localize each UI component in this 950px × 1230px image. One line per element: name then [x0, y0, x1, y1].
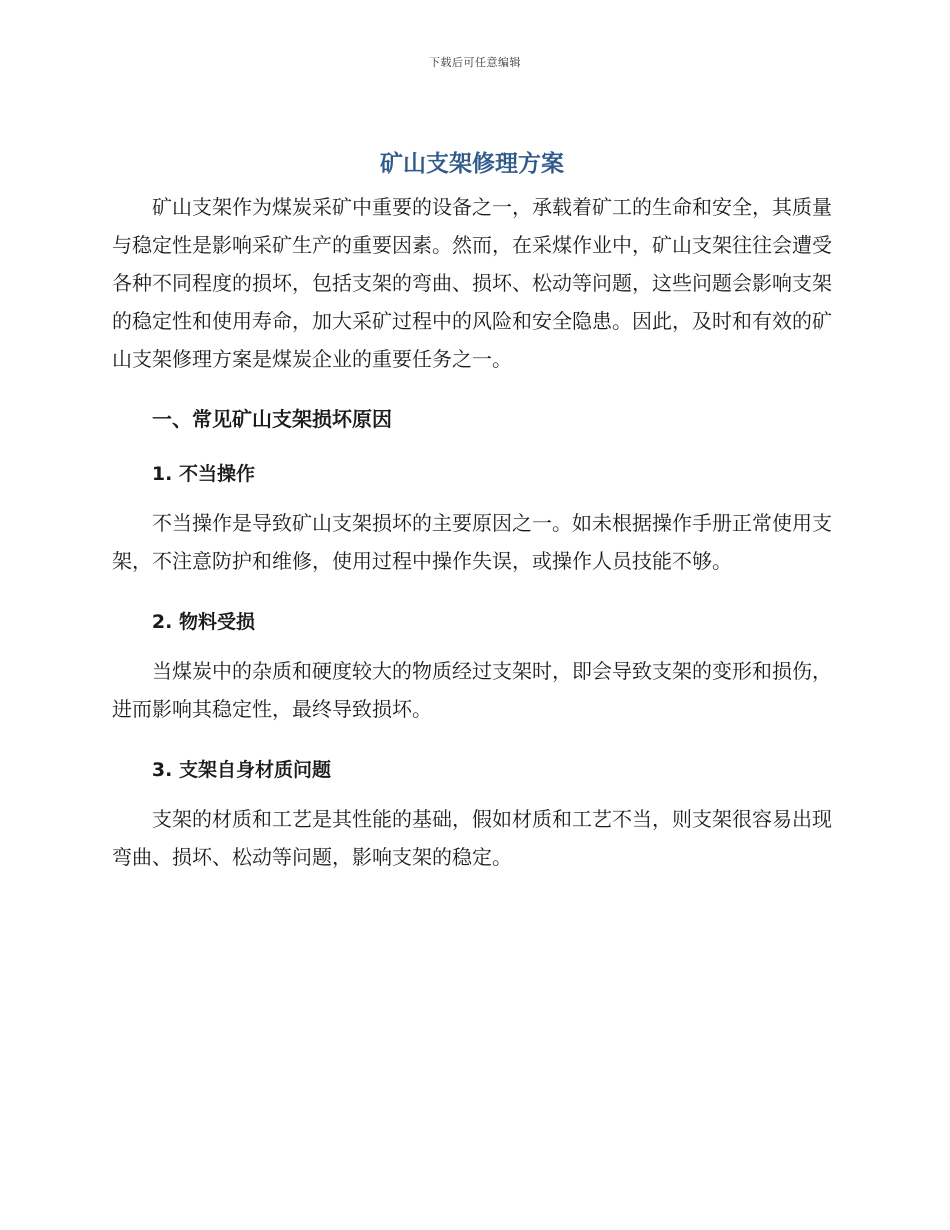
section-heading: 一、常见矿山支架损坏原因 [152, 407, 392, 431]
document-body [112, 148, 832, 876]
subsection-paragraph-1: 不当操作是导致矿山支架损坏的主要原因之一。如未根据操作手册正常使用支架，不注意防护和维修，使用过程中操作失误，或操作人员技能不够。 [112, 511, 832, 573]
subsection-heading-3: 3. 支架自身材质问题 [151, 759, 331, 781]
intro-paragraph: 矿山支架作为煤炭采矿中重要的设备之一，承载着矿工的生命和安全，其质量与稳定性是影响采矿生产的重要因素。然而，在采煤作业中，矿山支架往往会遭受各种不同程度的损坏，包括支架的弯曲、损坏、松动等问题，这些问题会影响支架的稳定性和使用寿命，加大采矿过程中的风险和安全隐患。因此，及时和有效的矿山支架修理方案是煤炭企业的重要任务之一。 [112, 195, 832, 371]
subsection-paragraph-2: 当煤炭中的杂质和硬度较大的物质经过支架时，即会导致支架的变形和损伤，进而影响其稳定性，最终导致损坏。 [112, 659, 832, 721]
document-title: 矿山支架修理方案 [380, 151, 564, 177]
subsection-heading-1: 1. 不当操作 [151, 463, 255, 485]
subsection-heading-2: 2. 物料受损 [151, 611, 255, 633]
subsection-paragraph-3: 支架的材质和工艺是其性能的基础，假如材质和工艺不当，则支架很容易出现弯曲、损坏、松动等问题，影响支架的稳定。 [112, 807, 832, 869]
header-note: 下载后可任意编辑 [429, 56, 521, 69]
